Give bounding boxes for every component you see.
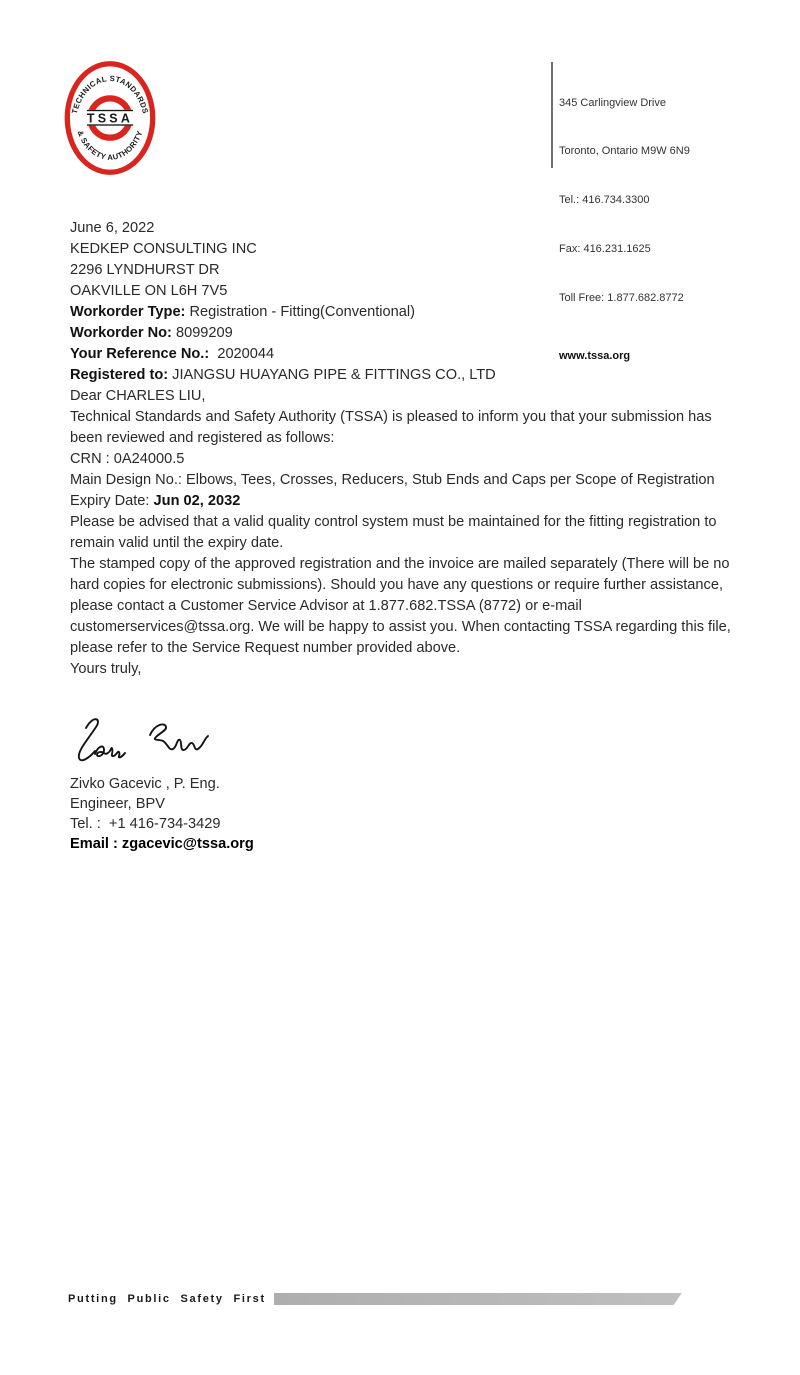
valediction: Yours truly, (70, 661, 142, 677)
letterhead-street: 345 Carlingview Drive (559, 96, 666, 109)
registered-to-label: Registered to: (70, 367, 169, 383)
salutation: Dear CHARLES LIU, (70, 388, 206, 404)
signer-name: Zivko Gacevic , P. Eng. (70, 776, 220, 792)
workorder-type-value: Registration - Fitting(Conventional) (185, 304, 415, 320)
crn-line: CRN : 0A24000.5 (70, 451, 185, 467)
workorder-type-row (70, 302, 735, 323)
letterhead-tollfree: Toll Free: 1.877.682.8772 (559, 292, 684, 305)
intro-paragraph: Technical Standards and Safety Authority (TSSA) is pleased to inform you that your submission has been reviewed and registered as follows: (70, 409, 716, 446)
letter-date: June 6, 2022 (70, 220, 155, 236)
registered-to-row (70, 365, 735, 386)
signer-phone: Tel. : +1 416-734-3429 (70, 816, 221, 832)
registered-to-value: JIANGSU HUAYANG PIPE & FITTINGS CO., LTD (168, 367, 496, 383)
footer-slogan: Putting Public Safety First (68, 1293, 266, 1305)
expiry-value: Jun 02, 2032 (149, 493, 241, 509)
reference-no-row (70, 344, 735, 365)
logo-top-text: TECHNICAL STANDARDS (69, 73, 151, 115)
reference-no-value: 2020044 (209, 346, 275, 362)
signer-title: Engineer, BPV (70, 796, 165, 812)
recipient-street: 2296 LYNDHURST DR (70, 262, 220, 278)
signature-image (64, 710, 224, 774)
tssa-logo (62, 57, 158, 179)
workorder-details (70, 302, 735, 386)
workorder-no-label: Workorder No: (70, 325, 172, 341)
page-footer (68, 1293, 768, 1305)
letterhead-fax: Fax: 416.231.1625 (559, 243, 651, 256)
recipient-city: OAKVILLE ON L6H 7V5 (70, 283, 228, 299)
recipient-name: KEDKEP CONSULTING INC (70, 241, 257, 257)
workorder-no-row (70, 323, 735, 344)
signer-email: Email : zgacevic@tssa.org (70, 836, 254, 852)
signer-block (70, 774, 735, 854)
logo-bottom-text: & SAFETY AUTHORITY (75, 129, 145, 162)
footer-bar (274, 1293, 682, 1305)
registration-details (70, 449, 735, 512)
quality-note: Please be advised that a valid quality control system must be maintained for the fitting registration to remain valid until the expiry date. (70, 514, 721, 551)
expiry-line (70, 491, 735, 512)
recipient-address (70, 239, 735, 302)
logo-center-text: TSSA (86, 111, 134, 126)
workorder-type-label: Workorder Type: (70, 304, 186, 320)
letterhead-tel: Tel.: 416.734.3300 (559, 194, 650, 207)
letterhead-website: www.tssa.org (559, 350, 631, 363)
workorder-no-value: 8099209 (171, 325, 233, 341)
closing-paragraph: The stamped copy of the approved registration and the invoice are mailed separately (There will be no hard copies for electronic submissions). Should you have any questions or require further assistance, please contact a Customer Service Advisor at 1.877.682.TSSA (8772) or e-mail customerservices@tssa.org. We will be happy to assist you. When contacting TSSA regarding this file, please refer to the Service Request number provided above. (70, 556, 735, 656)
reference-no-label: Your Reference No.: (70, 346, 210, 362)
expiry-label: Expiry Date: (70, 493, 150, 509)
main-design-line: Main Design No.: Elbows, Tees, Crosses, Reducers, Stub Ends and Caps per Scope of Registration (70, 472, 715, 488)
letterhead-city: Toronto, Ontario M9W 6N9 (559, 145, 690, 158)
letter-body (70, 218, 735, 854)
letterhead-divider (551, 62, 553, 168)
